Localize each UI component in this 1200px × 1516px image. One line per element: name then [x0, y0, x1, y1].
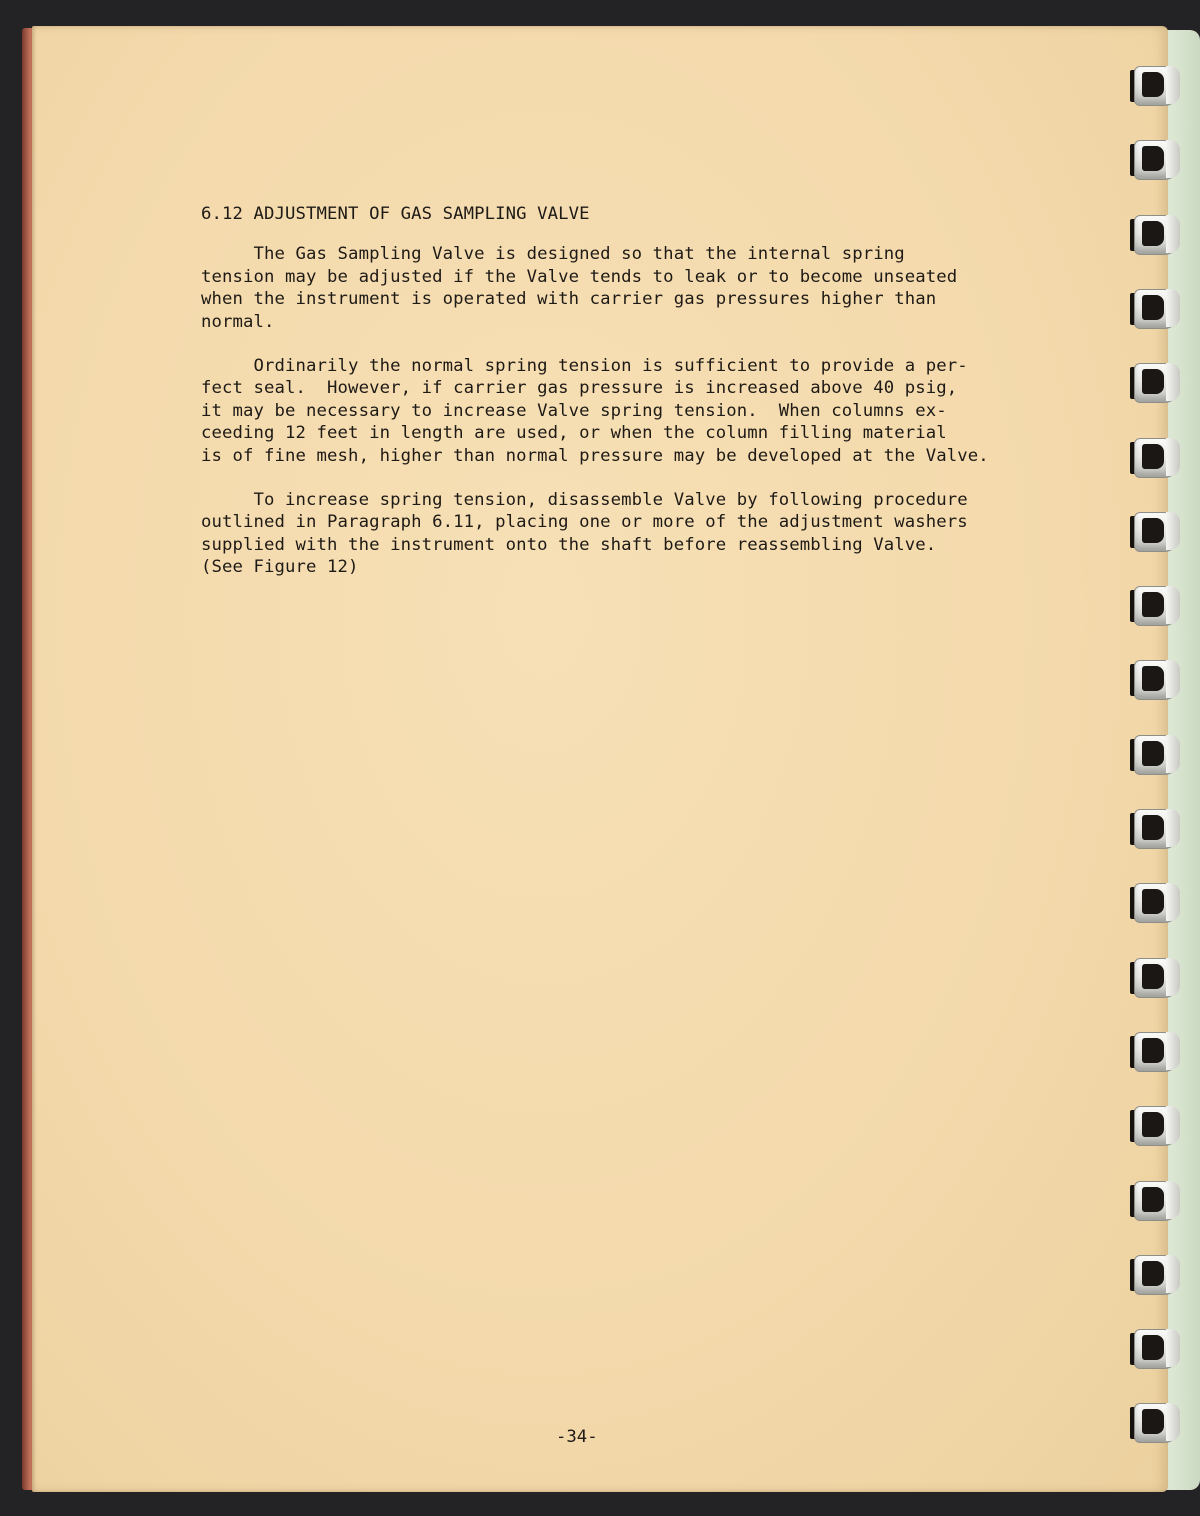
text-line: ceeding 12 feet in length are used, or when the column filling material — [201, 423, 947, 444]
page-text — [201, 203, 1071, 601]
coil-front — [1166, 1255, 1180, 1293]
coil-front — [1166, 735, 1180, 773]
paragraph-3 — [201, 489, 1071, 579]
binding-coil — [1126, 881, 1188, 923]
coil-gap — [1142, 815, 1164, 840]
coil-gap — [1142, 72, 1164, 97]
coil-gap — [1142, 666, 1164, 691]
coil-gap — [1142, 889, 1164, 914]
coil-front — [1166, 883, 1180, 921]
coil-front — [1166, 438, 1180, 476]
coil-front — [1166, 363, 1180, 401]
coil-front — [1166, 586, 1180, 624]
coil-gap — [1142, 1261, 1164, 1286]
text-line: when the instrument is operated with carrier gas pressures higher than — [201, 289, 937, 310]
paragraph-2 — [201, 355, 1071, 467]
text-line: fect seal. However, if carrier gas pressure is increased above 40 psig, — [201, 378, 958, 399]
binding-coil — [1126, 584, 1188, 626]
coil-gap — [1142, 1409, 1164, 1434]
paragraph-1 — [201, 243, 1071, 333]
coil-front — [1166, 140, 1180, 178]
text-line: Ordinarily the normal spring tension is sufficient to provide a per- — [201, 356, 968, 377]
coil-front — [1166, 809, 1180, 847]
text-line: supplied with the instrument onto the shaft before reassembling Valve. — [201, 534, 937, 555]
text-line: it may be necessary to increase Valve spring tension. When columns ex- — [201, 400, 947, 421]
coil-gap — [1142, 1335, 1164, 1360]
coil-gap — [1142, 518, 1164, 543]
coil-front — [1166, 660, 1180, 698]
coil-gap — [1142, 146, 1164, 171]
binding-coil — [1126, 361, 1188, 403]
page-number: -34- — [556, 1427, 598, 1447]
coil-front — [1166, 512, 1180, 550]
section-heading: 6.12 ADJUSTMENT OF GAS SAMPLING VALVE — [201, 204, 590, 224]
coil-front — [1166, 1106, 1180, 1144]
binding-coil — [1126, 287, 1188, 329]
coil-front — [1166, 1329, 1180, 1367]
binding-coil — [1126, 213, 1188, 255]
coil-gap — [1142, 1038, 1164, 1063]
binding-coil — [1126, 436, 1188, 478]
coil-gap — [1142, 221, 1164, 246]
coil-gap — [1142, 369, 1164, 394]
coil-gap — [1142, 741, 1164, 766]
coil-gap — [1142, 592, 1164, 617]
binding-coil — [1126, 1104, 1188, 1146]
coil-gap — [1142, 1112, 1164, 1137]
coil-front — [1166, 1181, 1180, 1219]
text-line: To increase spring tension, disassemble Valve by following procedure — [201, 490, 968, 511]
text-line: outlined in Paragraph 6.11, placing one or more of the adjustment washers — [201, 512, 968, 533]
binding-coil — [1126, 510, 1188, 552]
coil-front — [1166, 958, 1180, 996]
coil-front — [1166, 289, 1180, 327]
binding-coil — [1126, 1179, 1188, 1221]
binding-coil — [1126, 138, 1188, 180]
binding-coil — [1126, 807, 1188, 849]
coil-gap — [1142, 1187, 1164, 1212]
binding-coil — [1126, 733, 1188, 775]
coil-front — [1166, 1403, 1180, 1441]
coil-front — [1166, 215, 1180, 253]
coil-gap — [1142, 295, 1164, 320]
binding-coil — [1126, 1327, 1188, 1369]
coil-front — [1166, 1032, 1180, 1070]
coil-gap — [1142, 964, 1164, 989]
text-line: (See Figure 12) — [201, 557, 359, 578]
binding-coil — [1126, 1253, 1188, 1295]
binding-coil — [1126, 658, 1188, 700]
text-line: The Gas Sampling Valve is designed so that the internal spring — [201, 244, 905, 265]
binding-coil — [1126, 956, 1188, 998]
text-line: is of fine mesh, higher than normal pressure may be developed at the Valve. — [201, 445, 989, 466]
binding-coil — [1126, 1030, 1188, 1072]
coil-gap — [1142, 444, 1164, 469]
binding-coil — [1126, 64, 1188, 106]
text-line: normal. — [201, 311, 275, 332]
binding-coil — [1126, 1401, 1188, 1443]
coil-front — [1166, 66, 1180, 104]
text-line: tension may be adjusted if the Valve tends to leak or to become unseated — [201, 266, 958, 287]
